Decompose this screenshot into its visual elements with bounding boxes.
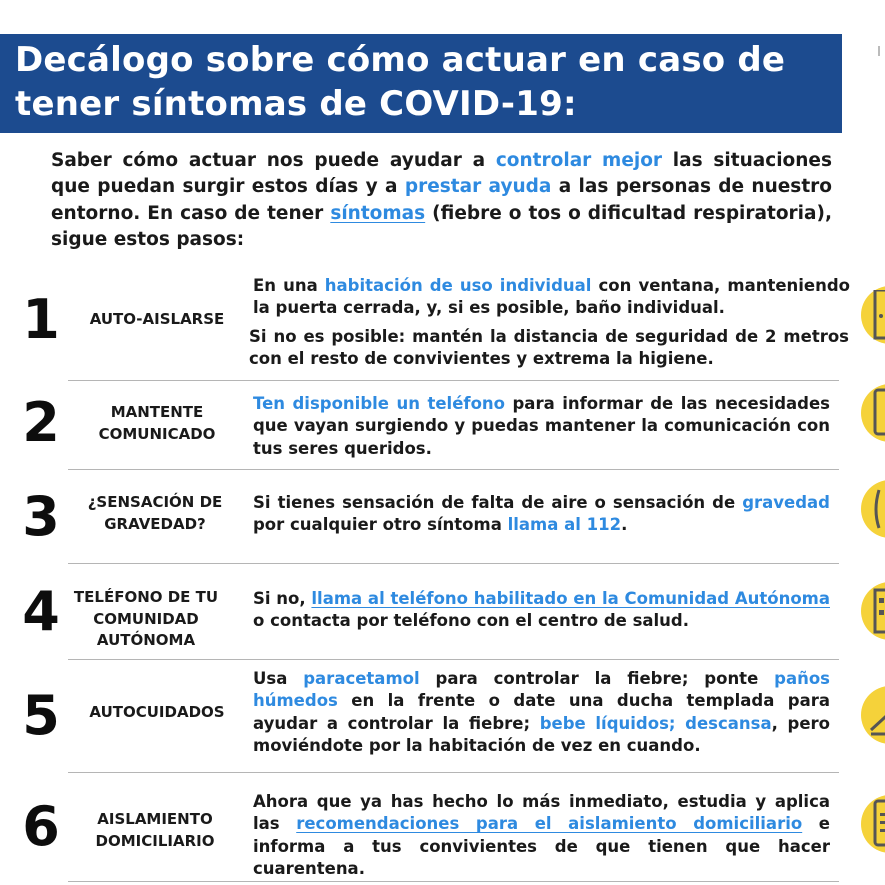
step-number-5: 5 [22, 684, 60, 747]
divider [68, 772, 839, 773]
call-112-highlight: llama al 112 [507, 515, 622, 535]
door-icon [861, 286, 885, 344]
checklist-icon [861, 795, 885, 853]
intro-paragraph [51, 148, 832, 253]
step-text: en la frente o date una ducha templada para ayudar a controlar la fiebre; [253, 691, 830, 733]
step-text-4 [253, 588, 830, 633]
step-text: Si no, [253, 589, 312, 608]
step-text: Ahora que ya has hecho lo más inmediato, estudia y aplica las [253, 792, 830, 834]
phone-icon [861, 384, 885, 442]
step-label-3: ¿SENSACIÓN DE GRAVEDAD? [87, 493, 223, 533]
divider [68, 659, 839, 660]
intro-text: Saber cómo actuar nos puede ayudar a [51, 150, 496, 171]
step-text: , pero moviéndote por la habitación de vez en cuando. [253, 713, 830, 755]
step-highlight: paños húmedos [253, 669, 830, 711]
page-title-line-2: tener síntomas de COVID-19: [15, 84, 577, 124]
step-text: Usa [253, 669, 304, 688]
step-text-2 [253, 393, 830, 460]
title-banner [0, 34, 842, 133]
community-phone-link[interactable]: llama al teléfono habilitado en la Comunidad Autónoma [311, 589, 830, 608]
bed-icon [861, 686, 885, 744]
step-label-1: AUTO-AISLARSE [89, 310, 225, 328]
step-text: por cualquier otro síntoma [253, 515, 508, 535]
step-text: En una [253, 276, 325, 295]
step-text: Si tienes sensación de falta de aire o sensación de [253, 493, 743, 512]
step-label-5: AUTOCUIDADOS [89, 703, 225, 721]
step-highlight: habitación de uso individual [324, 276, 592, 295]
divider [68, 380, 839, 381]
home-isolation-link[interactable]: recomendaciones para el aislamiento domiciliario [296, 814, 803, 834]
step-text: para informar de las necesidades que vayan surgiendo y puedas mantener la comunicación con tus seres queridos. [253, 394, 830, 458]
page-title-line-1: Decálogo sobre cómo actuar en caso de [15, 40, 786, 80]
intro-text: (fiebre o tos o dificultad respiratoria), sigue estos pasos: [51, 202, 832, 250]
step-text-5 [253, 668, 830, 757]
step-highlight: paracetamol [303, 669, 420, 688]
step-text-3 [253, 492, 830, 537]
step-text: para controlar la fiebre; ponte [419, 669, 775, 688]
building-icon [861, 582, 885, 640]
intro-text: a las personas de nuestro entorno. En caso de tener [51, 176, 832, 224]
intro-highlight: prestar ayuda [404, 176, 552, 198]
step-text-1a [253, 275, 850, 320]
step-text-6 [253, 791, 830, 880]
step-highlight: Ten disponible un teléfono [253, 394, 505, 413]
step-number-6: 6 [22, 795, 60, 858]
divider [68, 469, 839, 470]
step-label-2: MANTENTE COMUNICADO [98, 403, 216, 443]
step-text-1b: Si no es posible: mantén la distancia de seguridad de 2 metros con el resto de convivientes y extrema la higiene. [249, 327, 849, 369]
divider [68, 563, 839, 564]
step-number-1: 1 [22, 288, 60, 351]
step-highlight: bebe líquidos; descansa [539, 713, 772, 733]
step-text: . [621, 515, 628, 535]
step-label-6: AISLAMIENTO DOMICILIARIO [95, 810, 215, 850]
step-text: e informa a tus convivientes de que tienen que hacer cuarentena. [253, 814, 831, 878]
symptoms-link[interactable]: síntomas [330, 202, 426, 224]
intro-highlight: controlar mejor [495, 150, 663, 171]
alert-icon [861, 480, 885, 538]
step-number-4: 4 [22, 580, 60, 643]
step-text: con ventana, manteniendo la puerta cerrada, y, si es posible, baño individual. [253, 276, 851, 318]
step-number-3: 3 [22, 485, 60, 548]
step-label-4: TELÉFONO DE TU COMUNIDAD AUTÓNOMA [73, 588, 219, 649]
intro-text: las situaciones que puedan surgir estos días y a [51, 150, 832, 198]
step-highlight: gravedad [742, 493, 830, 512]
step-number-2: 2 [22, 391, 60, 454]
edge-mark [878, 46, 880, 56]
step-text: o contacta por teléfono con el centro de salud. [253, 611, 690, 631]
divider [68, 881, 839, 882]
